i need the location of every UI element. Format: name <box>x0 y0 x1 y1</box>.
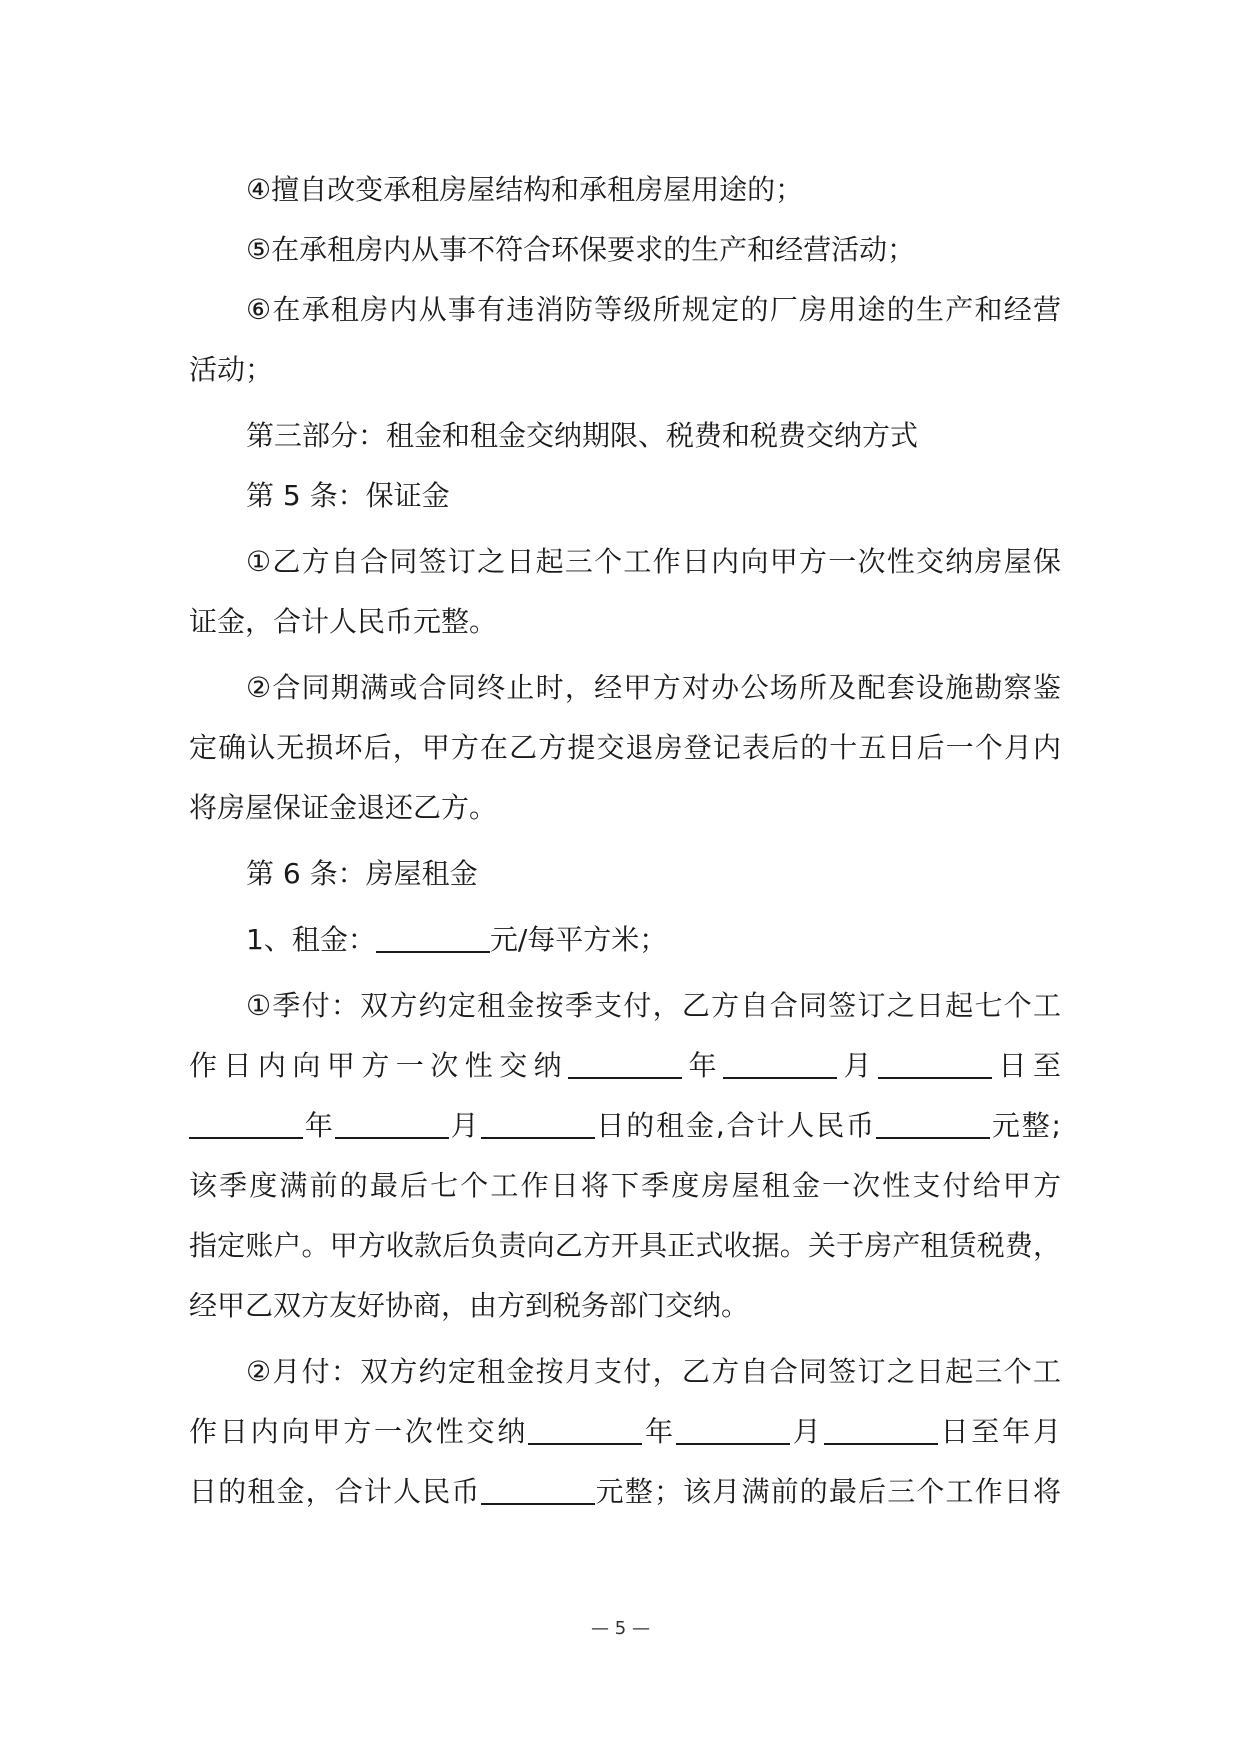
rent-price-unit: 元/每平方米； <box>489 923 668 956</box>
month-label: 月 <box>789 1415 824 1448</box>
year-blank[interactable] <box>189 1107 303 1139</box>
clause-5: ⑤在承租房内从事不符合环保要求的生产和经营活动； <box>246 233 916 266</box>
deposit-clause-2-line-1: ②合同期满或合同终止时，经甲方对办公场所及配套设施勘察鉴 <box>246 671 1061 704</box>
monthly-line-2 <box>189 1402 1061 1462</box>
quarterly-line-5: 指定账户。甲方收款后负责向乙方开具正式收据。关于房产租赁税费， <box>189 1229 1061 1262</box>
year-blank[interactable] <box>568 1047 682 1079</box>
year-blank[interactable] <box>528 1413 642 1445</box>
clause-4: ④擅自改变承租房屋结构和承租房屋用途的； <box>246 173 804 206</box>
year-label: 年 <box>682 1049 724 1082</box>
quarterly-line-1: ①季付：双方约定租金按季支付，乙方自合同签订之日起七个工 <box>246 989 1061 1022</box>
clause-6-line-1: ⑥在承租房内从事有违消防等级所规定的厂房用途的生产和经营 <box>246 293 1061 326</box>
day-blank[interactable] <box>878 1047 992 1079</box>
day-label: 日至年月 <box>937 1415 1061 1448</box>
clause-6-line-2: 活动； <box>189 353 274 386</box>
amount-unit: 元整; <box>989 1109 1061 1142</box>
year-label: 年 <box>642 1415 676 1448</box>
deposit-clause-2-line-2: 定确认无损坏后，甲方在乙方提交退房登记表后的十五日后一个月内 <box>189 731 1061 764</box>
article-5-heading: 第 5 条：保证金 <box>246 479 450 512</box>
rent-total-label: 日的租金,合计人民币 <box>594 1109 876 1142</box>
document-body <box>189 160 1061 1522</box>
rent-price-label: 1、租金： <box>246 923 376 956</box>
amount-blank[interactable] <box>876 1107 990 1139</box>
deposit-clause-1-line-1: ①乙方自合同签订之日起三个工作日内向甲方一次性交纳房屋保 <box>246 545 1061 578</box>
monthly-line-3 <box>189 1462 1061 1522</box>
page-number: — 5 — <box>591 1618 650 1639</box>
day-label: 日至 <box>992 1049 1061 1082</box>
amount-unit: 元整；该月满前的最后三个工作日将 <box>594 1475 1061 1508</box>
article-6-heading: 第 6 条：房屋租金 <box>246 857 478 890</box>
monthly-text: 作日内向甲方一次性交纳 <box>189 1415 529 1448</box>
month-label: 月 <box>837 1049 879 1082</box>
day-blank[interactable] <box>481 1107 595 1139</box>
deposit-clause-2-line-3: 将房屋保证金退还乙方。 <box>189 791 498 824</box>
part-three-heading: 第三部分：租金和租金交纳期限、税费和税费交纳方式 <box>246 419 919 452</box>
rent-price-blank[interactable] <box>376 921 490 953</box>
quarterly-line-2 <box>189 1036 1061 1096</box>
monthly-line-1: ②月付：双方约定租金按月支付，乙方自合同签订之日起三个工 <box>246 1355 1061 1388</box>
quarterly-line-3 <box>189 1096 1061 1156</box>
month-blank[interactable] <box>723 1047 837 1079</box>
rent-total-label: 日的租金，合计人民币 <box>189 1475 481 1508</box>
amount-blank[interactable] <box>481 1473 595 1505</box>
month-label: 月 <box>448 1109 481 1142</box>
quarterly-line-6: 经甲乙双方友好协商，由方到税务部门交纳。 <box>189 1289 750 1322</box>
day-blank[interactable] <box>824 1413 938 1445</box>
month-blank[interactable] <box>335 1107 449 1139</box>
deposit-clause-1-line-2: 证金，合计人民币元整。 <box>189 605 498 638</box>
quarterly-text: 作日内向甲方一次性交纳 <box>189 1049 569 1082</box>
month-blank[interactable] <box>676 1413 790 1445</box>
year-label: 年 <box>303 1109 335 1142</box>
quarterly-line-4: 该季度满前的最后七个工作日将下季度房屋租金一次性支付给甲方 <box>189 1169 1061 1202</box>
rent-price-line <box>189 910 1061 970</box>
